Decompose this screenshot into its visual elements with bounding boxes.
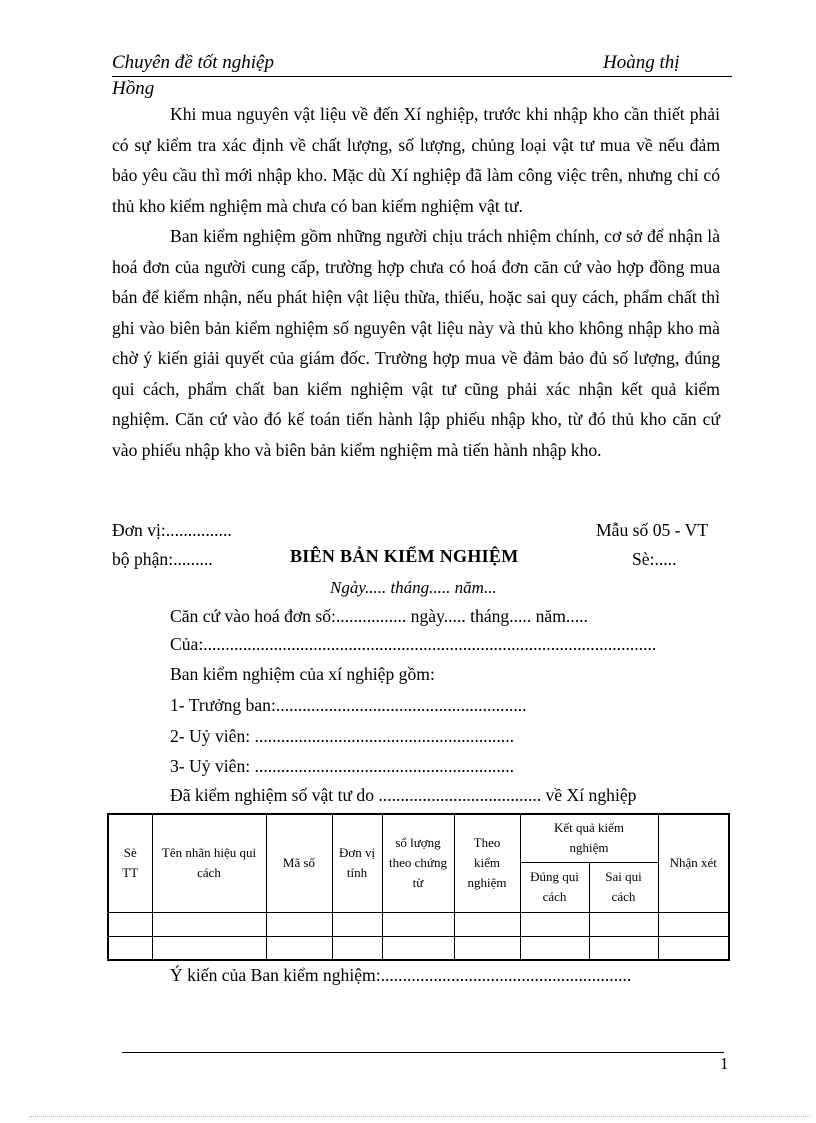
header-left: Chuyên đề tốt nghiệp	[112, 52, 274, 73]
header-code: Mã số	[266, 814, 332, 912]
header-right: Hoàng thị	[603, 52, 680, 73]
header-stt: Sè TT	[108, 814, 152, 912]
form-title: BIÊN BẢN KIỂM NGHIỆM	[290, 546, 519, 566]
header-rule	[112, 76, 732, 77]
header-qty-check: Theo kiểm nghiệm	[454, 814, 520, 912]
header-wrong: Sai qui cách	[589, 862, 658, 912]
footer-rule	[122, 1052, 724, 1053]
form-unit: Đơn vị:...............	[112, 520, 232, 540]
header-name: Tên nhãn hiệu qui cách	[152, 814, 266, 912]
header-result: Kết quả kiểm nghiệm	[520, 814, 658, 862]
header-remark: Nhận xét	[658, 814, 729, 912]
member-3-line: 3- Uỷ viên: ...........................................................	[170, 756, 515, 776]
paragraph-2: Ban kiểm nghiệm gồm những người chịu trách nhiệm chính, cơ sở để nhận là hoá đơn của người cung cấp, trường hợp chưa có hoá đơn căn cứ vào hợp đồng mua bán để kiểm nhận, nếu phát hiện vật liệu thừa, thiếu, hoặc sai quy cách, phẩm chất thì ghi vào biên bản kiểm nghiệm số nguyên vật liệu này và thủ kho không nhập kho mà chờ ý kiến giải quyết của giám đốc. Trường hợp mua về đảm bảo đủ số lượng, đúng qui cách, phẩm chất ban kiểm nghiệm vật tư cũng phải xác nhận kết quả kiểm nghiệm. Căn cứ vào đó kế toán tiến hành lập phiếu nhập kho, từ đó thủ kho căn cứ vào phiếu nhập kho và biên bản kiểm nghiệm mà tiến hành nhập kho.	[112, 226, 720, 460]
table-row	[108, 912, 729, 936]
form-number-code: Mẫu số 05 - VT	[596, 520, 709, 540]
header-unit: Đơn vị tính	[332, 814, 382, 912]
header-continuation: Hồng	[112, 78, 155, 99]
form-serial: Sè:.....	[632, 549, 677, 569]
page-edge-dots	[30, 1116, 810, 1117]
inspected-line: Đã kiểm nghiệm số vật tư do ..................................... về Xí nghiệp	[170, 785, 637, 805]
chairman-line: 1- Trưởng ban:.........................................................	[170, 695, 527, 715]
form-date-line: Ngày..... tháng..... năm...	[330, 578, 497, 597]
paragraph-1: Khi mua nguyên vật liệu về đến Xí nghiệp, trước khi nhập kho cần thiết phải có sự kiểm tra xác định về chất lượng, số lượng, chủng loại vật tư mua về nếu đảm bảo yêu cầu thì mới nhập kho. Mặc dù Xí nghiệp đã làm công việc trên, nhưng chỉ có thủ kho kiểm nghiệm mà chưa có ban kiểm nghiệm vật tư.	[112, 104, 720, 216]
invoice-line: Căn cứ vào hoá đơn số:................ ngày..... tháng..... năm.....	[170, 606, 588, 626]
form-department: bộ phận:.........	[112, 549, 213, 569]
supplier-line: Của:.......................................................................................................	[170, 634, 657, 654]
page-number: 1	[720, 1054, 729, 1073]
header-qty-doc: số lượng theo chứng từ	[382, 814, 454, 912]
header-correct: Đúng qui cách	[520, 862, 589, 912]
body-text	[112, 99, 720, 465]
board-intro-line: Ban kiểm nghiệm của xí nghiệp gồm:	[170, 664, 435, 684]
board-opinion-line: Ý kiến của Ban kiểm nghiệm:.........................................................	[170, 965, 632, 985]
inspection-table	[107, 813, 730, 961]
member-2-line: 2- Uỷ viên: ...........................................................	[170, 726, 515, 746]
table-row	[108, 936, 729, 960]
